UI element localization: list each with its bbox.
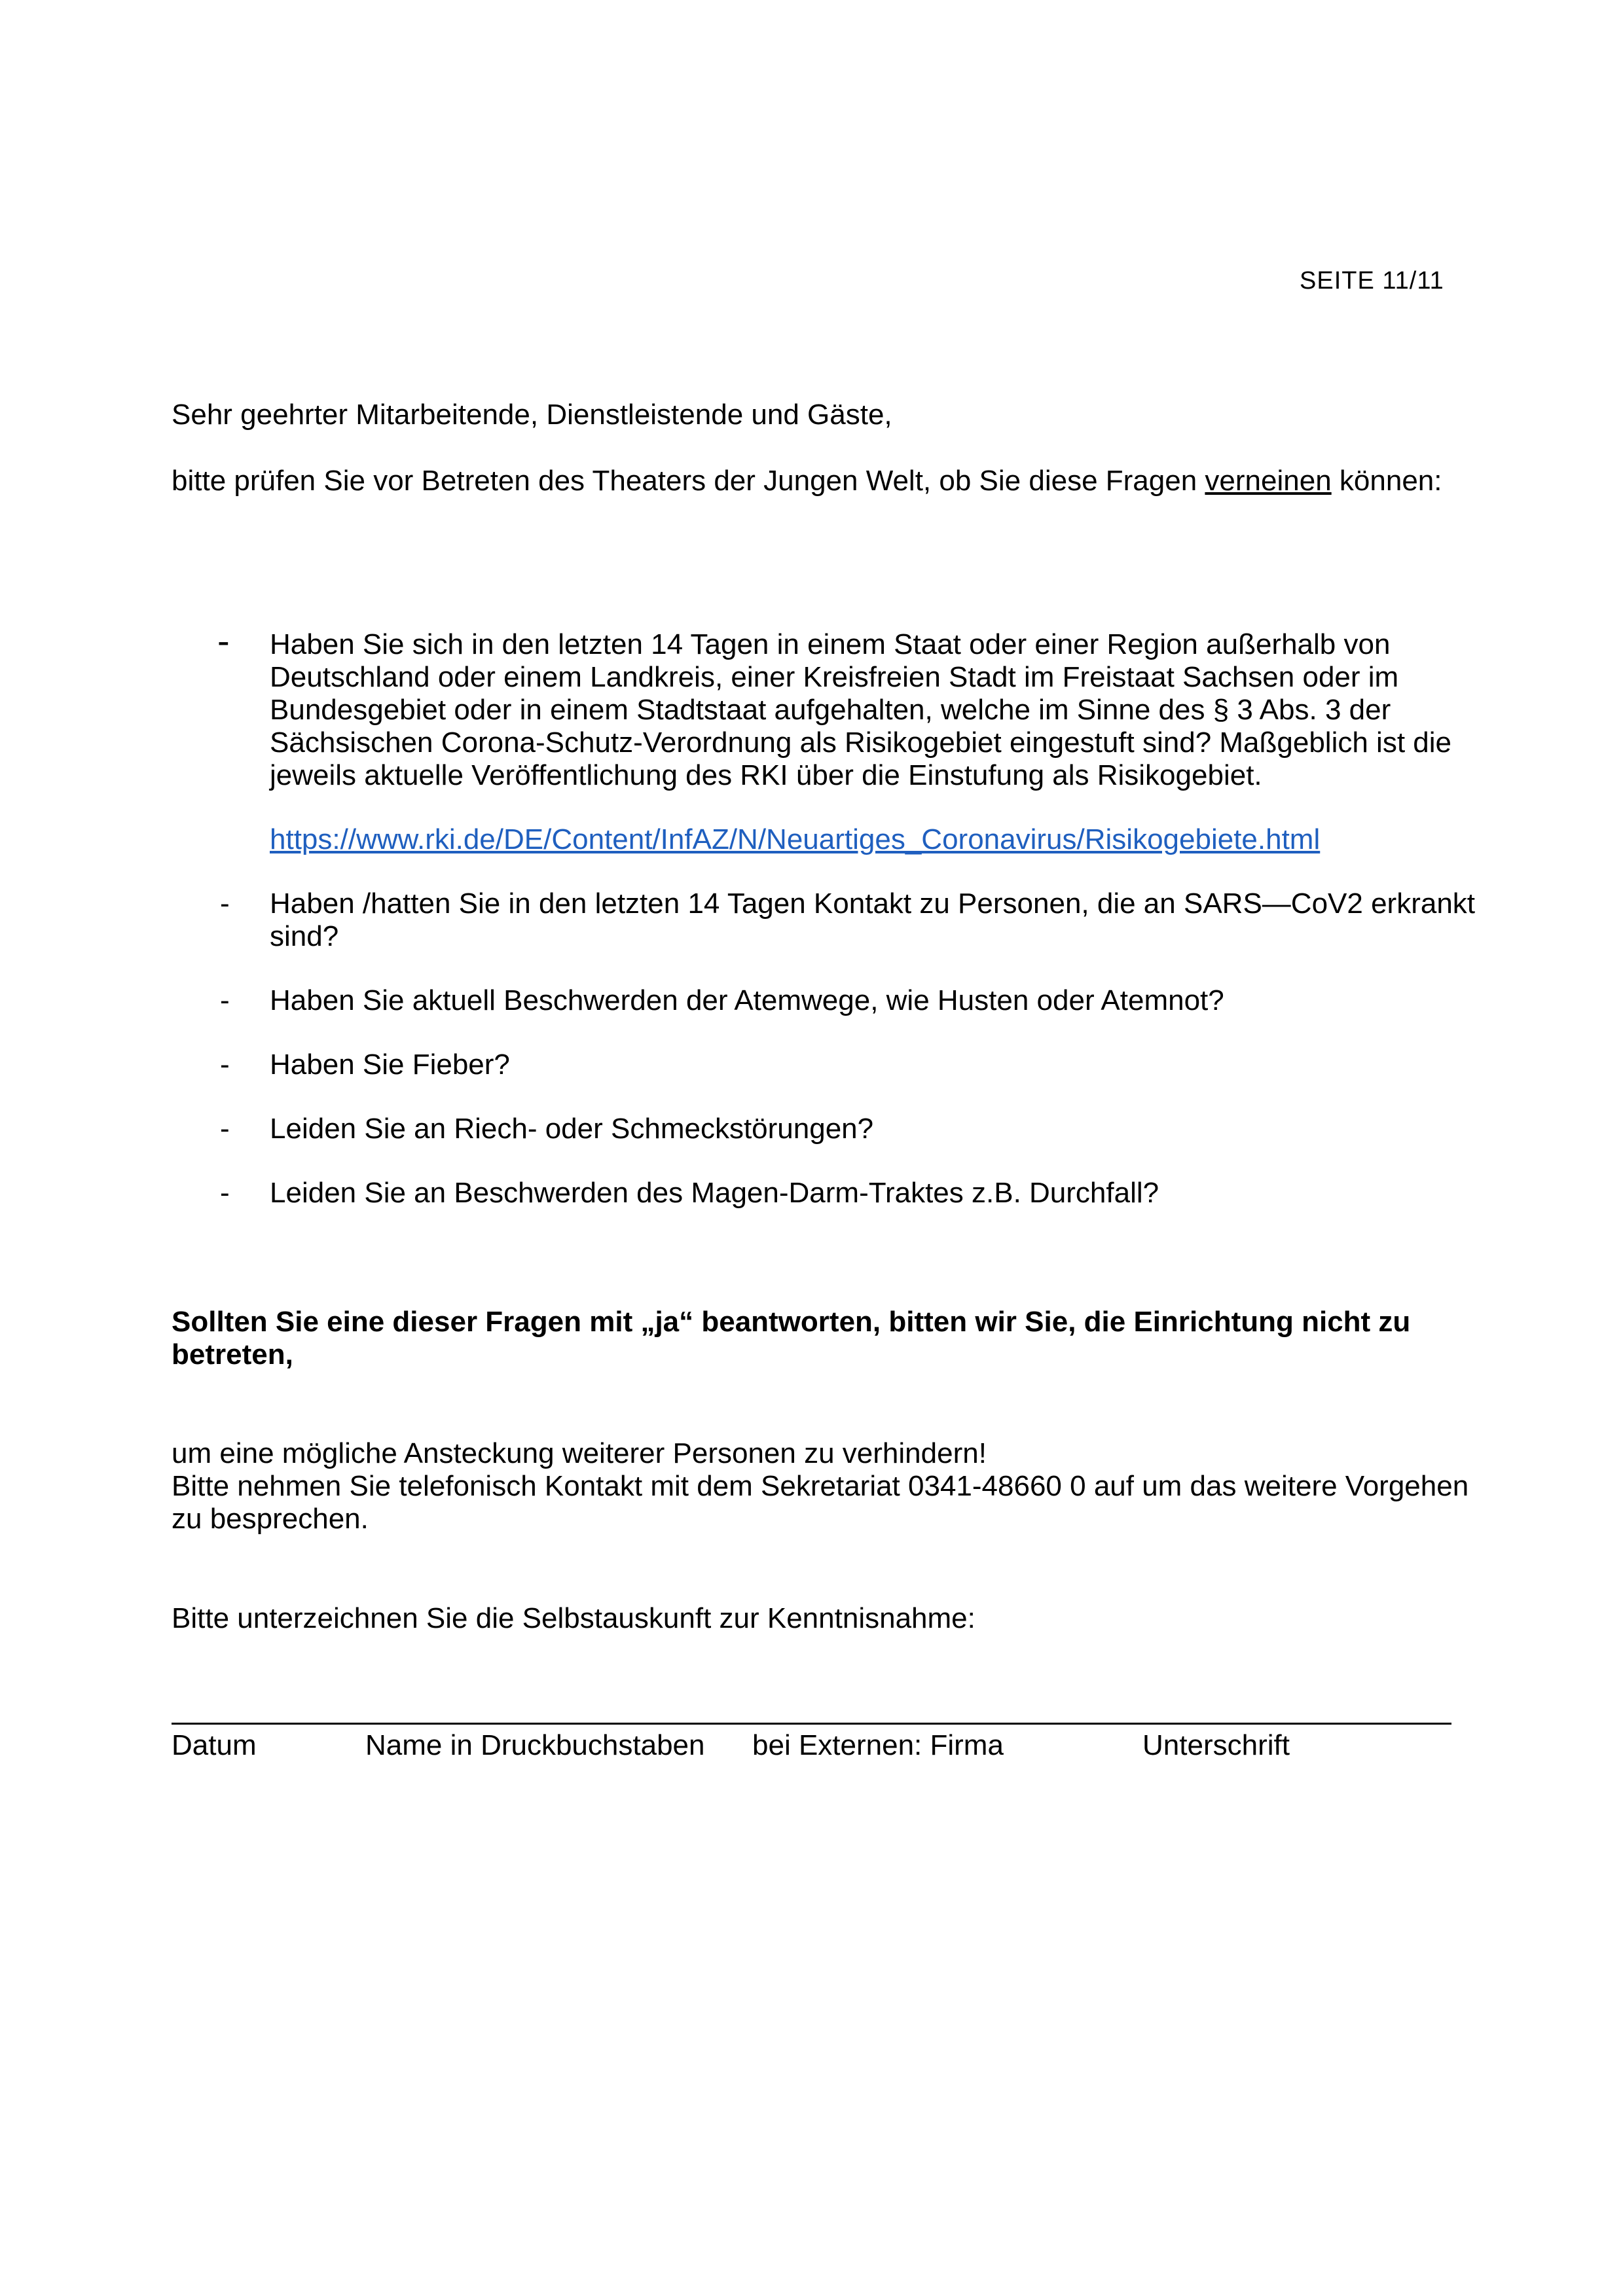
list-dash: - (220, 888, 230, 920)
closing-line-2: Bitte nehmen Sie telefonisch Kontakt mit dem Sekretariat 0341-48660 0 auf um das weitere Vorgehen zu besprechen. (172, 1470, 1469, 1535)
question-text: Leiden Sie an Beschwerden des Magen-Darm-Traktes z.B. Durchfall? (270, 1177, 1159, 1209)
list-item (172, 620, 1481, 856)
warning-notice: Sollten Sie eine dieser Fragen mit „ja“ beantworten, bitten wir Sie, die Einrichtung nicht zu betreten, (172, 1306, 1411, 1371)
list-item (172, 1177, 1481, 1210)
rki-risk-area-link[interactable]: https://www.rki.de/DE/Content/InfAZ/N/Neuartiges_Coronavirus/Risikogebiete.html (270, 823, 1321, 855)
page-number: SEITE 11/11 (1300, 267, 1444, 295)
list-item (172, 888, 1481, 953)
signature-field-company: bei Externen: Firma (752, 1729, 1004, 1761)
closing-line-1: um eine mögliche Ansteckung weiterer Personen zu verhindern! (172, 1437, 987, 1469)
question-text: Haben Sie sich in den letzten 14 Tagen in einem Staat oder einer Region außerhalb von Deutschland oder einem Landkreis, einer Kreisfreien Stadt im Freistaat Sachsen oder im Bundesgebiet oder in einem Stadtstaat aufgehalten, welche im Sinne des § 3 Abs. 3 der Sächsischen Corona-Schutz-Verordnung als Risikogebiet eingestuft sind? Maßgeblich ist die jeweils aktuelle Veröffentlichung des RKI über die Einstufung als Risikogebiet. (270, 628, 1451, 791)
question-text: Haben Sie Fieber? (270, 1049, 510, 1081)
list-dash: - (220, 1177, 230, 1209)
sign-request: Bitte unterzeichnen Sie die Selbstauskunft zur Kenntnisnahme: (172, 1602, 976, 1634)
intro-text-after: können: (1331, 465, 1442, 497)
greeting: Sehr geehrter Mitarbeitende, Dienstleistende und Gäste, (172, 399, 892, 431)
intro-paragraph (172, 465, 1474, 497)
question-text: Haben Sie aktuell Beschwerden der Atemwege, wie Husten oder Atemnot? (270, 984, 1224, 1016)
intro-underlined-word: verneinen (1205, 465, 1332, 497)
intro-text-before: bitte prüfen Sie vor Betreten des Theaters der Jungen Welt, ob Sie diese Fragen (172, 465, 1205, 497)
question-text: Haben /hatten Sie in den letzten 14 Tagen Kontakt zu Personen, die an SARS—CoV2 erkrankt sind? (270, 888, 1476, 952)
signature-field-date: Datum (172, 1729, 257, 1761)
list-item (172, 1113, 1481, 1145)
question-list (172, 620, 1481, 1210)
list-dash: - (220, 984, 230, 1016)
list-item (172, 984, 1481, 1017)
list-item (172, 1049, 1481, 1081)
signature-line[interactable] (172, 1723, 1451, 1725)
signature-field-name: Name in Druckbuchstaben (365, 1729, 705, 1761)
list-dash: - (220, 1113, 230, 1145)
question-text: Leiden Sie an Riech- oder Schmeckstörungen? (270, 1113, 874, 1145)
list-dash: - (217, 620, 230, 661)
signature-field-signature: Unterschrift (1142, 1729, 1290, 1761)
list-dash: - (220, 1049, 230, 1081)
closing-paragraph (172, 1437, 1474, 1535)
